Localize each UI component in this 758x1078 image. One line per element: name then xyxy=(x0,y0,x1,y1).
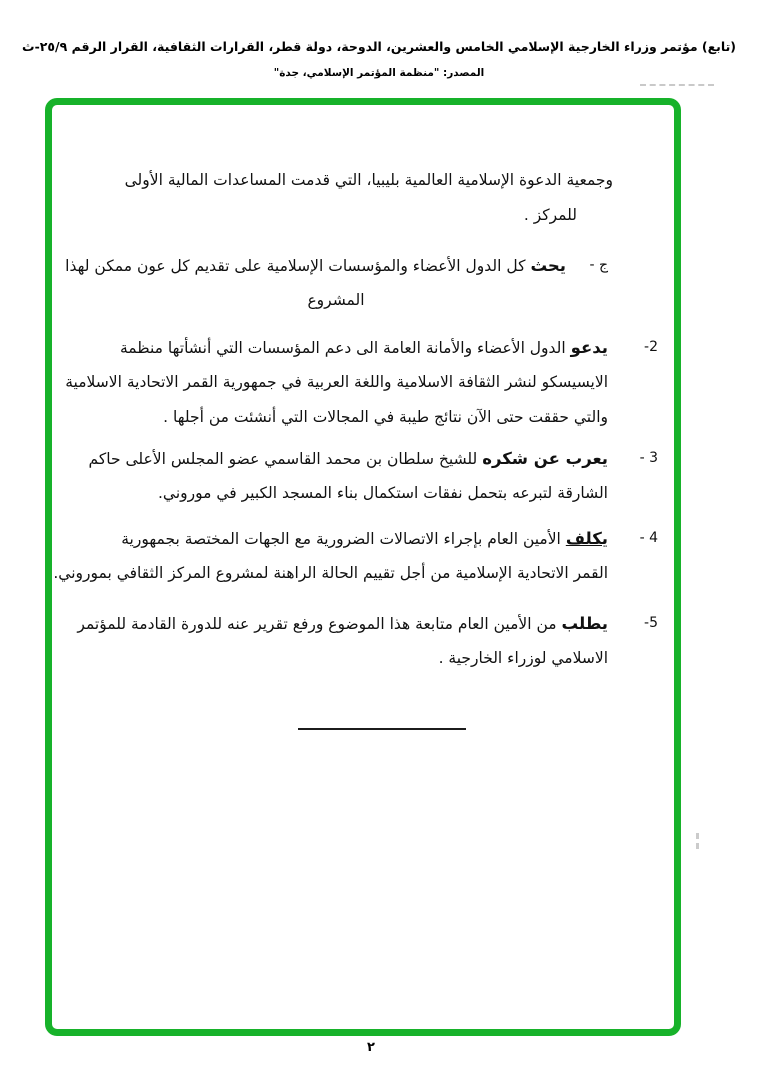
item-line: القمر الاتحادية الإسلامية من أجل تقييم الحالة الراهنة لمشروع المركز الثقافي بموروني. xyxy=(53,564,608,582)
item-line xyxy=(77,606,608,641)
item-line-rest: كل الدول الأعضاء والمؤسسات الإسلامية على تقديم كل عون ممكن لهذا xyxy=(65,257,526,275)
item-line xyxy=(105,521,608,556)
item-lead-word: يدعو xyxy=(570,338,608,357)
source-line: المصدر: "منظمة المؤتمر الإسلامي، جدة" xyxy=(273,67,485,79)
item-line-rest: من الأمين العام متابعة هذا الموضوع ورفع تقرير عنه للدورة القادمة للمؤتمر xyxy=(77,615,557,633)
item-text xyxy=(65,248,566,318)
item-line xyxy=(65,248,566,283)
item-text xyxy=(77,606,608,676)
item-marker: 4 - xyxy=(639,530,658,546)
list-item-4 xyxy=(53,521,658,591)
item-line: والتي حققت حتى الآن نتائج طيبة في المجالات التي أنشئت من أجلها . xyxy=(163,408,608,426)
item-marker: ج - xyxy=(589,257,608,273)
list-item-2 xyxy=(65,330,658,435)
item-line-rest: للشيخ سلطان بن محمد القاسمي عضو المجلس الأعلى حاكم xyxy=(88,450,478,468)
document-body xyxy=(52,105,674,730)
item-line xyxy=(88,441,608,476)
header-title-text: (تابع) مؤتمر وزراء الخارجية الإسلامي الخامس والعشرين، الدوحة، دولة قطر، القرارات الثقافية، القرار الرقم xyxy=(71,39,736,54)
list-item-3 xyxy=(82,441,658,511)
item-text xyxy=(53,521,608,591)
end-of-resolution-divider xyxy=(298,728,466,730)
item-lead-word: يطلب xyxy=(561,614,608,633)
intro-line: للمركز . xyxy=(523,206,577,224)
page-number: ٢ xyxy=(367,1040,375,1055)
item-line-rest: الأمين العام بإجراء الاتصالات الضرورية مع الجهات المختصة بجمهورية xyxy=(121,530,561,548)
item-lead-word: يحث xyxy=(530,256,566,275)
item-line-rest: الدول الأعضاء والأمانة العامة الى دعم المؤسسات التي أنشأتها منظمة xyxy=(120,339,566,357)
item-marker: 5- xyxy=(644,615,658,631)
item-line: المشروع xyxy=(307,291,365,309)
list-item-5 xyxy=(77,606,658,676)
item-line: الشارقة لتبرعه بتحمل نفقات استكمال بناء المسجد الكبير في موروني. xyxy=(157,484,608,502)
item-line: الاسلامي لوزراء الخارجية . xyxy=(438,649,608,667)
item-text xyxy=(65,330,608,435)
item-line xyxy=(105,330,608,365)
item-line: الايسيسكو لنشر الثقافة الاسلامية واللغة العربية في جمهورية القمر الاتحادية الاسلامية xyxy=(65,373,608,391)
intro-paragraph xyxy=(113,163,613,233)
item-lead-word: يكلف xyxy=(565,529,608,548)
scan-artifact-mark xyxy=(696,833,702,849)
list-item-jeem xyxy=(65,248,608,318)
intro-line: وجمعية الدعوة الإسلامية العالمية بليبيا، التي قدمت المساعدات المالية الأولى xyxy=(124,171,613,189)
item-marker: 2- xyxy=(644,339,658,355)
resolution-number: ٢٥/٩-ث xyxy=(22,39,68,54)
item-lead-word: يعرب عن شكره xyxy=(482,449,608,468)
document-header-line xyxy=(0,39,758,54)
item-text xyxy=(88,441,608,511)
scan-artifact-dashes xyxy=(640,84,714,86)
item-marker: 3 - xyxy=(639,450,658,466)
